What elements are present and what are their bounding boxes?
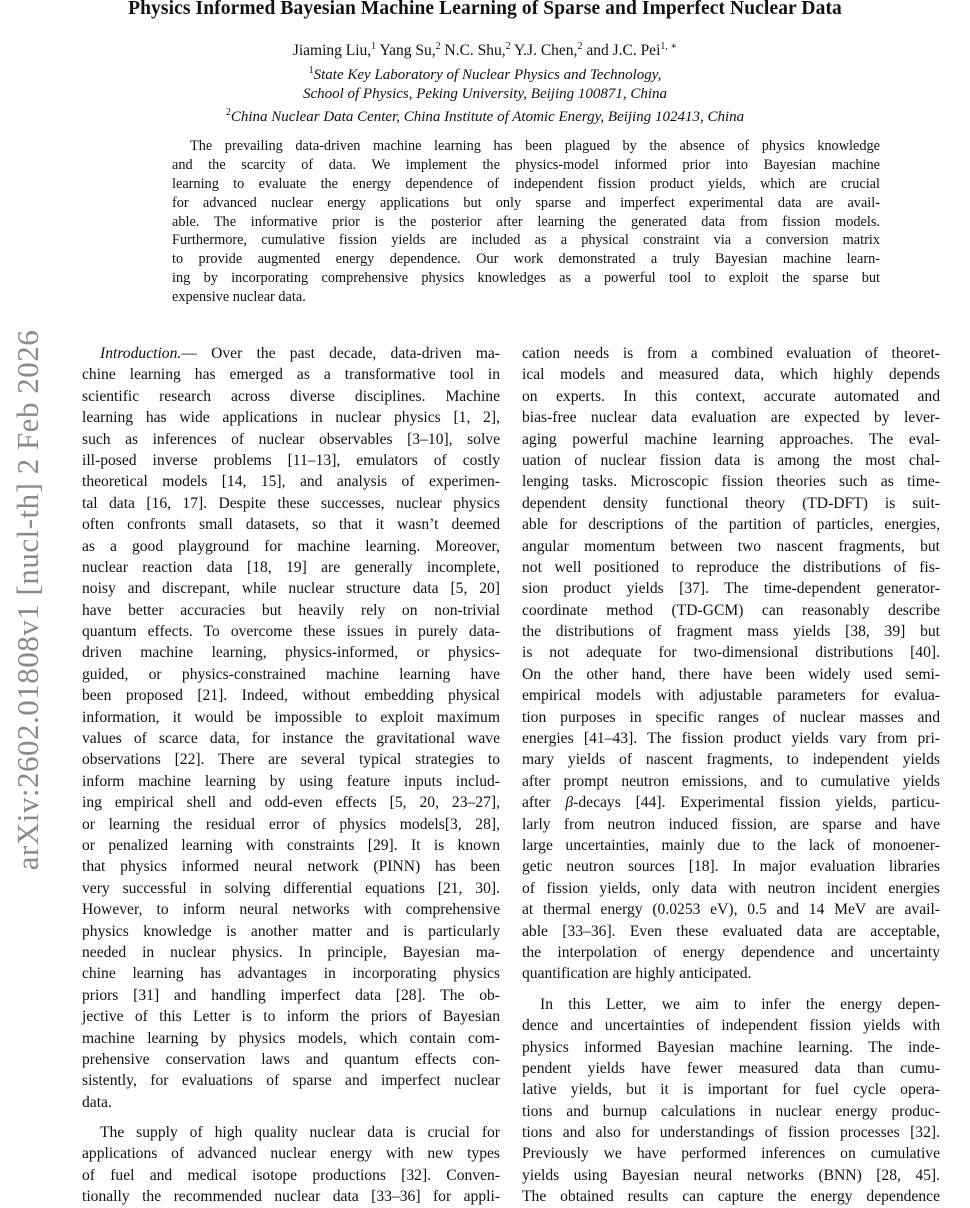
text-line: after prompt neutron emissions, and to cumulative yields [522, 772, 940, 790]
text-line: of fuel and medical isotope productions [32]. Conven- [82, 1166, 500, 1184]
text-line: large uncertainties, mainly due to the lack of monoener- [522, 836, 940, 854]
paper-title: Physics Informed Bayesian Machine Learning of Sparse and Imperfect Nuclear Data [128, 0, 842, 19]
text-line: angular momentum between two nascent fragments, but [522, 537, 940, 555]
affiliation-1-line-1: State Key Laboratory of Nuclear Physics and Technology, [313, 67, 662, 83]
right-column [522, 343, 940, 1208]
author-name: Yang Su, [379, 42, 436, 60]
text-line: such as inferences of nuclear observables [3–10], solve [82, 430, 500, 448]
text-line: information, it would be impossible to exploit maximum [82, 708, 500, 726]
text-line: driven machine learning, physics-informed, or physics- [82, 644, 500, 662]
author-name: N.C. Shu, [444, 42, 506, 60]
text-line: is not adequate for two-dimensional distributions [40]. [522, 644, 940, 662]
author-name: Jiaming Liu, [292, 42, 372, 60]
text-line: observations [22]. There are several typical strategies to [82, 751, 500, 769]
text-line: dependent density functional theory (TD-DFT) is suit- [522, 494, 940, 512]
left-column [82, 343, 500, 1208]
text-line: jective of this Letter is to inform the priors of Bayesian [82, 1008, 500, 1026]
text-line: Furthermore, cumulative fission yields are included as a physical constraint via a conversion matrix [172, 232, 880, 249]
text-line [522, 792, 940, 813]
text-line: nuclear reaction data [18, 19] are generally incomplete, [82, 558, 500, 576]
text-line: dence and uncertainties of independent fission yields with [522, 1017, 940, 1035]
text-line: sistently, for evaluations of sparse and imperfect nuclear [82, 1072, 500, 1090]
text-line: as a good playground for machine learning. Moreover, [82, 537, 500, 555]
text-line [82, 343, 500, 364]
text-line: priors [31] and handling imperfect data [28]. The ob- [82, 986, 500, 1004]
text-line: tions and also for understandings of fission processes [32]. [522, 1124, 940, 1142]
paragraph [522, 343, 940, 985]
text-line: expensive nuclear data. [172, 289, 306, 306]
text-line: data. [82, 1093, 112, 1111]
author-affiliation-marker: 2 [435, 41, 441, 52]
text-line: not well positioned to reproduce the distributions of fis- [522, 558, 940, 576]
author [445, 42, 511, 59]
text-line: larly from neutron induced fission, are sparse and have [522, 815, 940, 833]
text-line: tion purposes in specific ranges of nuclear masses and [522, 708, 940, 726]
italic-text: β [565, 794, 574, 812]
text-line: Previously we have performed inferences on cumulative [522, 1145, 940, 1163]
text-line: getic neutron sources [18]. In major evaluation libraries [522, 858, 940, 876]
text-line: and the scarcity of data. We implement the physics-model informed prior into Bayesian machine [172, 156, 880, 173]
affiliation-2-line-1: China Nuclear Data Center, China Institute of Atomic Energy, Beijing 102413, China [230, 109, 745, 125]
author-list [0, 41, 970, 60]
paragraph-gap [82, 1113, 500, 1122]
text-line: or penalized learning with constraints [29]. It is known [82, 836, 500, 854]
text-line: lenging tasks. Microscopic fission theories such as time- [522, 473, 940, 491]
author [379, 42, 440, 59]
text-line: pendent yields have fewer measured data than cumu- [522, 1059, 940, 1077]
author-affiliation-marker: 1 [371, 41, 377, 52]
paragraph [522, 994, 940, 1208]
text-line: chine learning has advantages in incorporating physics [82, 965, 500, 983]
text-line: guided, or physics-constrained machine learning have [82, 665, 500, 683]
text-line: the interpolation of energy dependence and uncertainty [522, 943, 940, 961]
text-line: physics informed Bayesian machine learning. The inde- [522, 1038, 940, 1056]
text-line: aging powerful machine learning approaches. The eval- [522, 430, 940, 448]
author-name: and J.C. Pei [586, 42, 661, 60]
text-line: yields using Bayesian neural networks (BNN) [28, 45]. [522, 1166, 940, 1184]
affiliation-1-marker: 1 [308, 65, 314, 76]
italic-text: Introduction. [100, 345, 182, 362]
text-line: or learning the residual error of physics models[3, 28], [82, 815, 500, 833]
text-line: In this Letter, we aim to infer the energy depen- [540, 995, 940, 1013]
text-line: The prevailing data-driven machine learning has been plagued by the absence of physics knowledge [190, 138, 880, 154]
text-line: mary yields of nascent fragments, to independent yields [522, 751, 940, 769]
author [586, 42, 677, 59]
text-line: ical models and measured data, which highly depends [522, 366, 940, 384]
text-line: able for descriptions of the partition of particles, energies, [522, 516, 940, 534]
author [293, 42, 376, 59]
text-line: chine learning has emerged as a transformative tool in [82, 366, 500, 384]
text-line: for advanced nuclear energy applications but only sparse and imperfect experimental data are avail- [172, 194, 880, 211]
affiliation-1-line-2: School of Physics, Peking University, Beijing 100871, China [302, 86, 668, 102]
author-affiliation-marker: 1, ∗ [660, 41, 678, 52]
text-line: have better accuracies but heavily rely on non-trivial [82, 601, 500, 619]
text-line: on experts. In this context, accurate automated and [522, 387, 940, 405]
text-line: often confronts small datasets, so that it wasn’t deemed [82, 516, 500, 534]
text-line: able. The informative prior is the posterior after learning the generated data from fission models. [172, 213, 880, 230]
text-line: noisy and discrepant, while nuclear structure data [5, 20] [82, 580, 500, 598]
paragraph-gap [522, 985, 940, 994]
affiliation-2-marker: 2 [225, 107, 231, 118]
text-line: physics knowledge is another matter and is particularly [82, 922, 500, 940]
text-line: very successful in solving differential equations [21, 30]. [82, 879, 500, 897]
text-line: tal data [16, 17]. Despite these successes, nuclear physics [82, 494, 500, 512]
text-line: bias-free nuclear data evaluation are expected by lever- [522, 409, 940, 427]
text-line: theoretical models [14, 15], and analysis of experimen- [82, 473, 500, 491]
text-line: The obtained results can capture the energy dependence [522, 1188, 940, 1206]
affiliation-1 [0, 65, 970, 84]
text-line: ing by incorporating comprehensive physics knowledges as a powerful tool to exploit the sparse but [172, 270, 880, 287]
text-line: needed in nuclear physics. In principle, Bayesian ma- [82, 943, 500, 961]
paragraph [82, 1122, 500, 1208]
text-line: quantum effects. To overcome these issues in purely data- [82, 623, 500, 641]
text-line: inform machine learning by using feature inputs includ- [82, 772, 500, 790]
text-line: coordinate method (TD-GCM) can reasonably describe [522, 601, 940, 619]
text-segment: -decays [44]. Experimental fission yields, particu- [573, 794, 940, 812]
text-line: at thermal energy (0.0253 eV), 0.5 and 14 MeV are avail- [522, 901, 940, 919]
text-line: scientific research across diverse disciplines. Machine [82, 387, 500, 405]
text-line: sion product yields [37]. The time-dependent generator- [522, 580, 940, 598]
text-line: applications of advanced nuclear energy with new types [82, 1145, 500, 1163]
author-affiliation-marker: 2 [505, 41, 511, 52]
text-segment: — Over the past decade, data-driven ma- [181, 345, 500, 362]
text-line: been proposed [21]. Indeed, without embedding physical [82, 687, 500, 705]
text-line: values of scarce data, for instance the gravitational wave [82, 730, 500, 748]
author-affiliation-marker: 2 [577, 41, 583, 52]
text-line: lative yields, but it is important for fuel cycle opera- [522, 1081, 940, 1099]
author-name: Y.J. Chen, [513, 42, 578, 60]
text-line: learning has wide applications in nuclear physics [1, 2], [82, 409, 500, 427]
text-line: On the other hand, there have been widely used semi- [522, 665, 940, 683]
text-line: energies [41–43]. The fission product yields vary from pri- [522, 730, 940, 748]
paragraph [82, 343, 500, 1113]
text-line: learning to evaluate the energy dependence of independent fission product yields, which are crucial [172, 175, 880, 192]
text-line: However, to inform neural networks with comprehensive [82, 901, 500, 919]
author [514, 42, 582, 59]
arxiv-identifier: arXiv:2602.01808v1 [nucl-th] 2 Feb 2026 [10, 329, 45, 871]
abstract [172, 137, 880, 307]
text-line: uation of nuclear fission data is among the most chal- [522, 451, 940, 469]
text-line: to provide augmented energy dependence. Our work demonstrated a truly Bayesian machine learn- [172, 251, 880, 268]
text-line: able [33–36]. Even these evaluated data are acceptable, [522, 922, 940, 940]
text-line: ing empirical shell and odd-even effects [5, 20, 23–27], [82, 794, 500, 812]
text-line: empirical models with adjustable parameters for evalua- [522, 687, 940, 705]
text-line: cation needs is from a combined evaluation of theoret- [522, 345, 940, 362]
text-line: quantification are highly anticipated. [522, 965, 752, 983]
text-line: ill-posed inverse problems [11–13], emulators of costly [82, 451, 500, 469]
affiliation-2 [0, 107, 970, 126]
text-line: of fission yields, only data with neutron incident energies [522, 879, 940, 897]
text-line: the distributions of fragment mass yields [38, 39] but [522, 623, 940, 641]
text-line: tions and burnup calculations in nuclear energy produc- [522, 1102, 940, 1120]
text-line: tionally the recommended nuclear data [33–36] for appli- [82, 1188, 500, 1206]
text-line: prehensive conservation laws and quantum effects con- [82, 1050, 500, 1068]
text-segment: after [522, 794, 566, 812]
text-line: that physics informed neural network (PINN) has been [82, 858, 500, 876]
text-line: machine learning by physics models, which contain com- [82, 1029, 500, 1047]
text-line: The supply of high quality nuclear data is crucial for [100, 1124, 500, 1142]
